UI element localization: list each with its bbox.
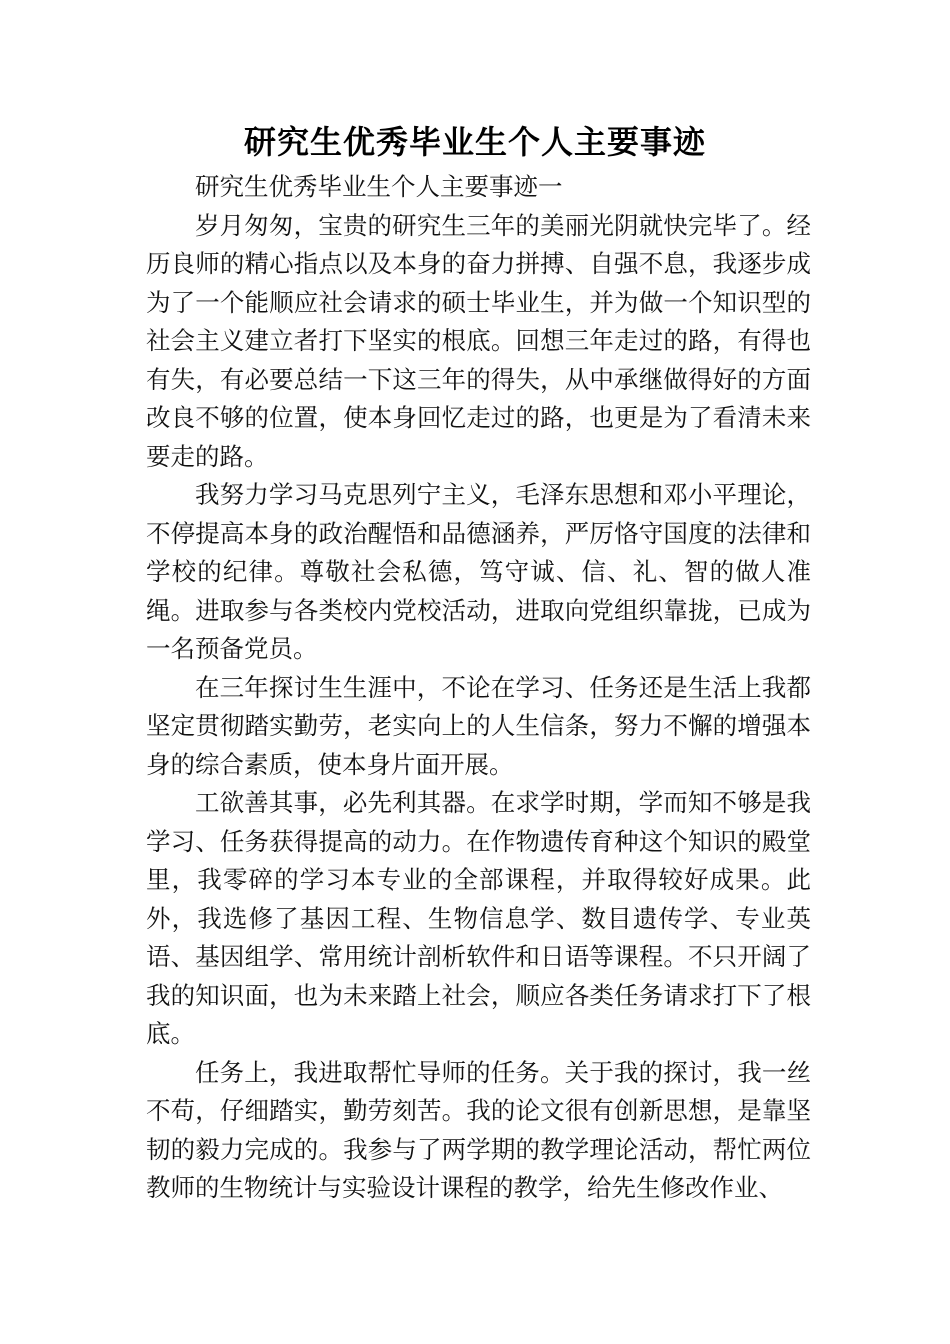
paragraph-4: 工欲善其事，必先利其器。在求学时期，学而知不够是我学习、任务获得提高的动力。在作物遗传育种这个知识的殿堂里，我零碎的学习本专业的全部课程，并取得较好成果。此外，我选修了基因工程、生物信息学、数目遗传学、专业英语、基因组学、常用统计剖析软件和日语等课程。不只开阔了我的知识面，也为未来踏上社会，顺应各类任务请求打下了根底。 xyxy=(146,788,811,1048)
paragraph-5: 任务上，我进取帮忙导师的任务。关于我的探讨，我一丝不苟，仔细踏实，勤劳刻苦。我的论文很有创新思想，是靠坚韧的毅力完成的。我参与了两学期的教学理论活动，帮忙两位教师的生物统计与实验设计课程的教学，给先生修改作业、 xyxy=(146,1057,811,1202)
paragraph-2: 我努力学习马克思列宁主义，毛泽东思想和邓小平理论，不停提高本身的政治醒悟和品德涵养，严厉恪守国度的法律和学校的纪律。尊敬社会私德，笃守诚、信、礼、智的做人准绳。进取参与各类校内党校活动，进取向党组织靠拢，已成为一名预备党员。 xyxy=(146,480,811,663)
document-title: 研究生优秀毕业生个人主要事迹 xyxy=(243,123,706,161)
document-body xyxy=(146,168,811,1208)
section-heading: 研究生优秀毕业生个人主要事迹一 xyxy=(195,172,563,201)
paragraph-1: 岁月匆匆，宝贵的研究生三年的美丽光阴就快完毕了。经历良师的精心指点以及本身的奋力拼搏、自强不息，我逐步成为了一个能顺应社会请求的硕士毕业生，并为做一个知识型的社会主义建立者打下坚实的根底。回想三年走过的路，有得也有失，有必要总结一下这三年的得失，从中承继做得好的方面改良不够的位置，使本身回忆走过的路，也更是为了看清未来要走的路。 xyxy=(146,210,811,471)
paragraph-3: 在三年探讨生生涯中，不论在学习、任务还是生活上我都坚定贯彻踏实勤劳，老实向上的人生信条，努力不懈的增强本身的综合素质，使本身片面开展。 xyxy=(146,672,811,779)
